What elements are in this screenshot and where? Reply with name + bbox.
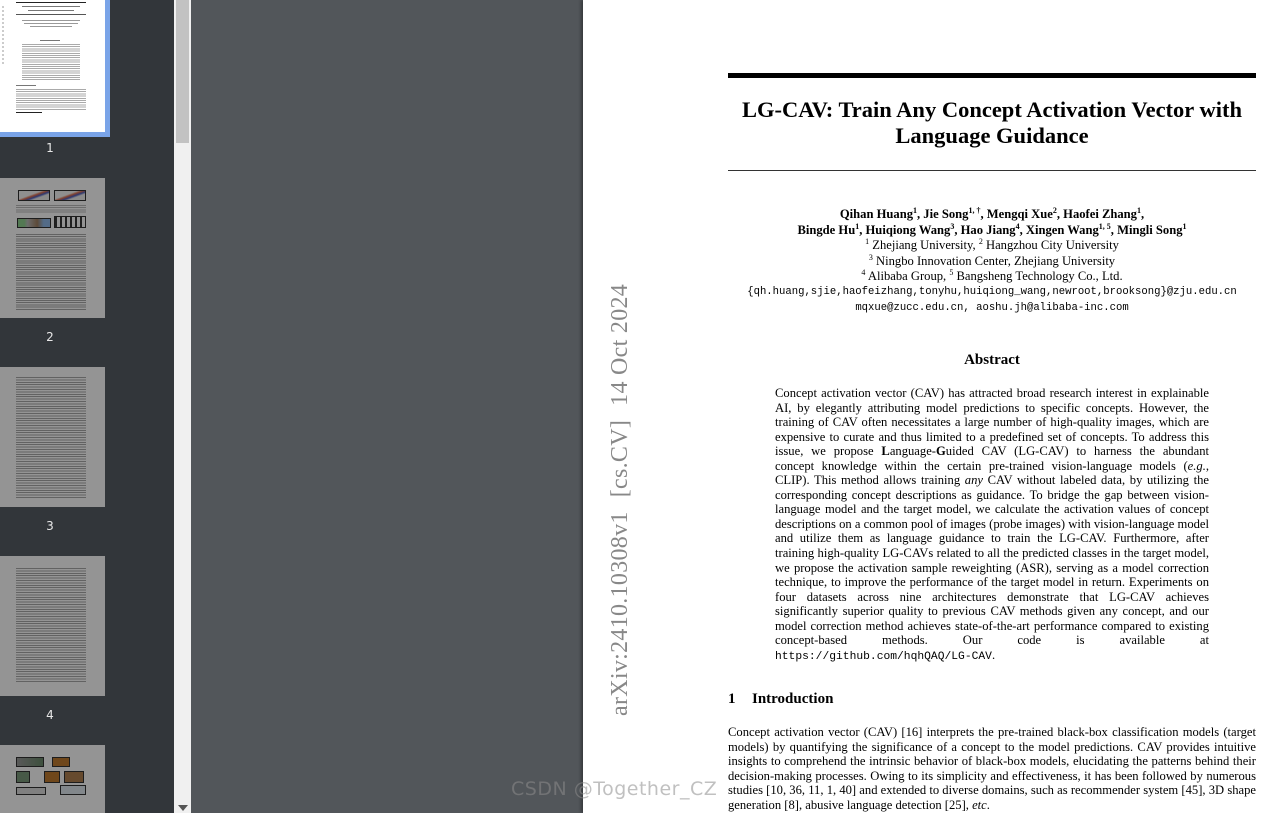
page-number-3: 3 bbox=[46, 519, 54, 533]
sidebar-scrollbar[interactable] bbox=[174, 0, 191, 813]
page-number-2: 2 bbox=[46, 330, 54, 344]
page-thumbnail-5[interactable] bbox=[0, 745, 105, 813]
email-line-1: {qh.huang,sjie,haofeizhang,tonyhu,huiqiong_wang,newroot,brooksong}@zju.edu.cn bbox=[747, 285, 1237, 298]
thumbnail-sidebar bbox=[0, 0, 174, 813]
page-thumbnail-3[interactable] bbox=[0, 367, 105, 507]
page-thumbnail-2[interactable] bbox=[0, 178, 105, 318]
pdf-page-1 bbox=[583, 0, 1273, 813]
affiliation-line-3: $^4$ Alibaba Group, $^5$ Bangsheng Technology Co., Ltd. bbox=[861, 268, 1123, 284]
section-heading-introduction: 1 Introduction bbox=[728, 691, 834, 707]
document-viewer bbox=[191, 0, 1273, 813]
title-line-1: LG-CAV: Train Any Concept Activation Vector with bbox=[741, 97, 1243, 122]
author-line-2: Bingde Hu$^1$, Huiqiong Wang$^3$, Hao Jiang$^4$, Xingen Wang$^{1, 5}$, Mingli Song$^1$ bbox=[797, 221, 1187, 237]
arxiv-date: 14 Oct 2024 bbox=[607, 283, 633, 406]
arxiv-category: [cs.CV] bbox=[607, 419, 633, 498]
title-rule-bottom bbox=[728, 170, 1256, 171]
email-line-2: mqxue@zucc.edu.cn, aoshu.jh@alibaba-inc.com bbox=[855, 301, 1129, 314]
csdn-watermark: CSDN @Together_CZ bbox=[511, 778, 718, 800]
abstract-body: Concept activation vector (CAV) has attracted broad research interest in explainable AI, by elegantly attributing model predictions to specific concepts. However, the training of CAV often necessitates a large number of high-quality images, which are expensive to curate and thus limited to a predefined set of concepts. To address this issue, we propose Language-Guided CAV (LG-CAV) to harness the abundant concept knowledge within the certain pre-trained vision-language models (e.g., CLIP). This method allows training any CAV without labeled data, by utilizing the corresponding concept descriptions as guidance. To bridge the gap between vision-language model and the target model, we calculate the activation values of concept descriptions on a common pool of images (probe images) with vision-language model and utilize them as language guidance to train the LG-CAV. Furthermore, after training high-quality LG-CAVs related to all the predicted classes in the target model, we propose the activation sample reweighting (ASR), serving as a model correction technique, to improve the performance of the target model in return. Experiments on four datasets across nine architectures demonstrate that LG-CAV achieves significantly superior quality to previous CAV methods given any concept, and our model correction method achieves state-of-the-art performance compared to existing concept-based methods. Our code is available at https://github.com/hqhQAQ/LG-CAV. bbox=[775, 386, 1209, 663]
title-line-2: Language Guidance bbox=[895, 123, 1089, 148]
introduction-body: Concept activation vector (CAV) [16] interprets the pre-trained black-box classification models (target models) by quantifying the significance of a concept to the model predictions. CAV provides intuitive insights to comprehend the intrinsic behavior of black-box models, elucidating the patterns behind their decision-making processes. Owing to its simplicity and effectiveness, it has been followed by numerous studies [10, 36, 11, 1, 40] and extended to diverse domains, such as recommender system [45], 3D shape generation [8], abusive language detection [25], etc. bbox=[728, 725, 1256, 812]
author-block bbox=[728, 207, 1256, 316]
affiliation-line-2: $^3$ Ningbo Innovation Center, Zhejiang University bbox=[868, 252, 1116, 268]
author-line-1: Qihan Huang$^1$, Jie Song$^{1, \dagger}$, Mengqi Xue$^2$, Haofei Zhang$^1$, bbox=[839, 205, 1145, 221]
page-number-4: 4 bbox=[46, 708, 54, 722]
page-thumbnail-4[interactable] bbox=[0, 556, 105, 696]
scroll-down-arrow-icon[interactable] bbox=[178, 805, 188, 811]
paper-title bbox=[728, 97, 1256, 149]
abstract-heading: Abstract bbox=[964, 352, 1020, 368]
title-rule-top bbox=[728, 73, 1256, 78]
page-number-1: 1 bbox=[46, 141, 54, 155]
code-link[interactable]: https://github.com/hqhQAQ/LG-CAV bbox=[775, 650, 992, 663]
arxiv-side-stamp bbox=[607, 284, 634, 716]
page-thumbnail-1[interactable] bbox=[0, 0, 105, 132]
sidebar-scrollbar-thumb[interactable] bbox=[176, 0, 189, 143]
arxiv-id: arXiv:2410.10308v1 bbox=[607, 511, 633, 716]
affiliation-line-1: $^1$ Zhejiang University, $^2$ Hangzhou City University bbox=[865, 237, 1119, 253]
